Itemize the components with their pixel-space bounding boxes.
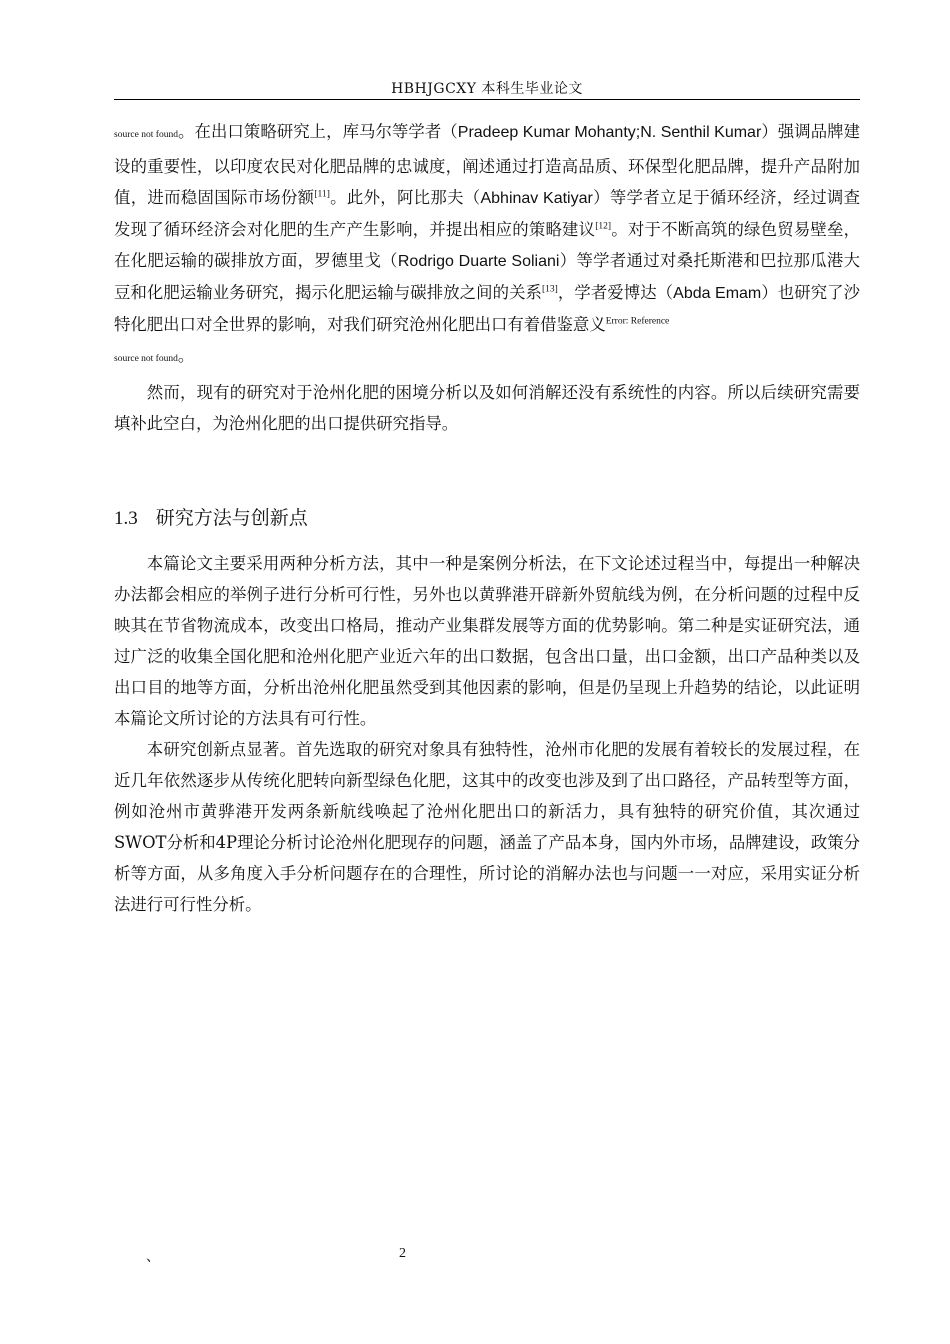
paragraph-methods: 本篇论文主要采用两种分析方法，其中一种是案例分析法，在下文论述过程当中，每提出一种解决办法都会相应的举例子进行分析可行性，另外也以黄骅港开辟新外贸航线为例，在分析问题的过程中反映其在节省物流成本，改变出口格局，推动产业集群发展等方面的优势影响。第二种是实证研究法，通过广泛的收集全国化肥和沧州化肥产业近六年的出口数据，包含出口量，出口金额，出口产品种类以及出口目的地等方面，分析出沧州化肥虽然受到其他因素的影响，但是仍呈现上升趋势的结论，以此证明本篇论文所讨论的方法具有可行性。 (114, 554, 860, 728)
footer-mark: 、 (146, 1249, 160, 1265)
body-block-bottom (114, 548, 860, 920)
author-name: Pradeep Kumar Mohanty;N. Senthil Kumar (457, 124, 762, 141)
author-name: Abda Emam (673, 285, 762, 302)
header-rule (114, 99, 860, 100)
paragraph-research-gap: 然而，现有的研究对于沧州化肥的困境分析以及如何消解还没有系统性的内容。所以后续研究需要填补此空白，为沧州化肥的出口提供研究指导。 (114, 383, 860, 433)
author-name: Rodrigo Duarte Soliani (397, 253, 560, 270)
author-name: Abhinav Katiyar (480, 190, 593, 207)
section-heading (114, 503, 860, 534)
page-header: HBHJGCXY 本科生毕业论文 (391, 81, 583, 97)
error-reference-fragment: source not found (114, 354, 178, 364)
body-block-top (114, 116, 860, 439)
paragraph-literature-review: source not found。在出口策略研究上，库马尔等学者（Pradeep Kumar Mohanty;N. Senthil Kumar）强调品牌建设的重要性，以印度农民对化肥品牌的忠诚度，阐述通过打造高品质、环保型化肥品牌，提升产品附加值，进而稳固国际市场份额[11]。此外，阿比那夫（Abhinav Katiyar）等学者立足于循环经济，经过调查发现了循环经济会对化肥的生产产生影响，并提出相应的策略建议[12]。对于不断高筑的绿色贸易壁垒，在化肥运输的碳排放方面，罗德里戈（Rodrigo Duarte Soliani）等学者通过对桑托斯港和巴拉那瓜港大豆和化肥运输业务研究，揭示化肥运输与碳排放之间的关系[13]，学者爱博达（Abda Emam）也研究了沙特化肥出口对全世界的影响，对我们研究沧州化肥出口有着借鉴意义$^{Error: Reference}$ source not found。 (114, 122, 861, 365)
citation-11: [11] (314, 189, 330, 200)
section-title: 研究方法与创新点 (155, 507, 308, 529)
citation-13: [13] (542, 284, 558, 295)
error-reference-superscript: Error: Reference (605, 316, 670, 327)
page-number: 2 (399, 1246, 406, 1261)
paragraph-innovation: 本研究创新点显著。首先选取的研究对象具有独特性，沧州市化肥的发展有着较长的发展过程，在近几年依然逐步从传统化肥转向新型绿色化肥，这其中的改变也涉及到了出口路径，产品转型等方面，例如沧州市黄骅港开发两条新航线唤起了沧州化肥出口的新活力，具有独特的研究价值，其次通过SWOT分析和4P理论分析讨论沧州化肥现存的问题，涵盖了产品本身，国内外市场，品牌建设，政策分析等方面，从多角度入手分析问题存在的合理性，所讨论的消解办法也与问题一一对应，采用实证分析法进行可行性分析。 (114, 740, 860, 914)
section-number: 1.3 (114, 508, 138, 529)
citation-12: [12] (595, 221, 612, 232)
error-reference-fragment: source not found (114, 130, 178, 140)
